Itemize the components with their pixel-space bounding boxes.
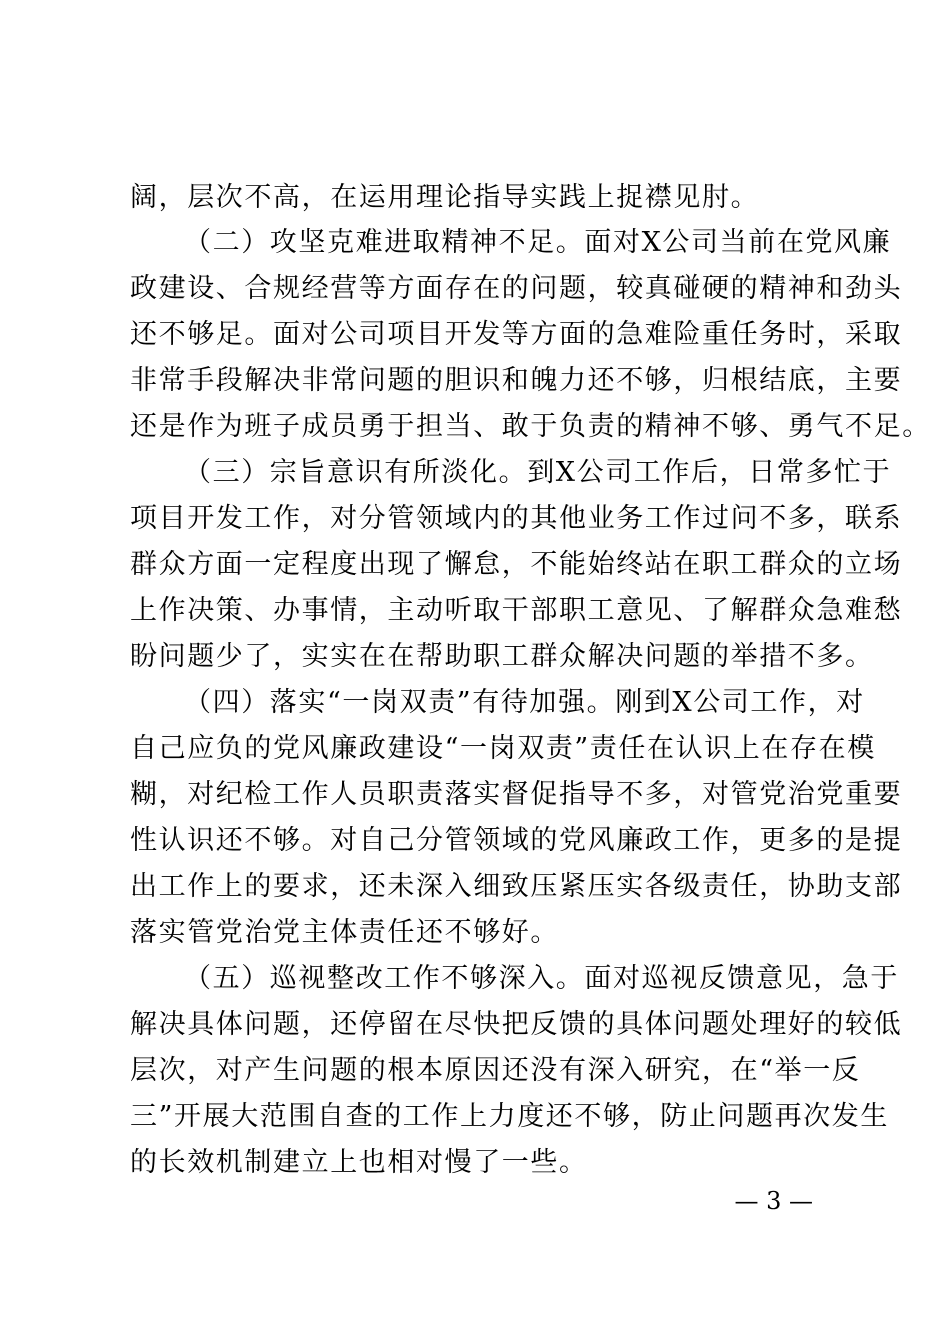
- paragraph-line: 群众方面一定程度出现了懈怠，不能始终站在职工群众的立场: [130, 549, 903, 580]
- section-heading-line: （四）落实“一岗双责”有待加强。刚到X公司工作，对: [184, 687, 865, 718]
- paragraph-line: 阔，层次不高，在运用理论指导实践上捉襟见肘。: [130, 182, 760, 213]
- paragraph-line: 出工作上的要求，还未深入细致压紧压实各级责任，协助支部: [130, 871, 903, 902]
- page-number: — 3 —: [734, 1187, 813, 1215]
- paragraph-line: 上作决策、办事情，主动听取干部职工意见、了解群众急难愁: [130, 595, 903, 626]
- section-heading-line: （三）宗旨意识有所淡化。到X公司工作后，日常多忙于: [184, 457, 892, 488]
- paragraph-line: 的长效机制建立上也相对慢了一些。: [130, 1147, 588, 1178]
- paragraph-line: 非常手段解决非常问题的胆识和魄力还不够，归根结底，主要: [130, 365, 903, 396]
- paragraph-line: 三”开展大范围自查的工作上力度还不够，防止问题再次发生: [130, 1101, 890, 1132]
- paragraph-line: 自己应负的党风廉政建设“一岗双责”责任在认识上在存在模: [130, 733, 876, 764]
- paragraph-line: 还是作为班子成员勇于担当、敢于负责的精神不够、勇气不足。: [130, 411, 931, 442]
- section-heading-line: （二）攻坚克难进取精神不足。面对X公司当前在党风廉: [184, 227, 892, 258]
- paragraph-line: 还不够足。面对公司项目开发等方面的急难险重任务时，采取: [130, 319, 903, 350]
- paragraph-line: 政建设、合规经营等方面存在的问题，较真碰硬的精神和劲头: [130, 273, 903, 304]
- paragraph-line: 性认识还不够。对自己分管领域的党风廉政工作，更多的是提: [130, 825, 903, 856]
- paragraph-line: 层次，对产生问题的根本原因还没有深入研究，在“举一反: [130, 1055, 861, 1086]
- paragraph-line: 解决具体问题，还停留在尽快把反馈的具体问题处理好的较低: [130, 1009, 903, 1040]
- paragraph-line: 盼问题少了，实实在在帮助职工群众解决问题的举措不多。: [130, 641, 874, 672]
- section-heading-line: （五）巡视整改工作不够深入。面对巡视反馈意见，急于: [184, 963, 899, 994]
- paragraph-line: 项目开发工作，对分管领域内的其他业务工作过问不多，联系: [130, 503, 903, 534]
- paragraph-line: 糊，对纪检工作人员职责落实督促指导不多，对管党治党重要: [130, 779, 903, 810]
- paragraph-line: 落实管党治党主体责任还不够好。: [130, 917, 559, 948]
